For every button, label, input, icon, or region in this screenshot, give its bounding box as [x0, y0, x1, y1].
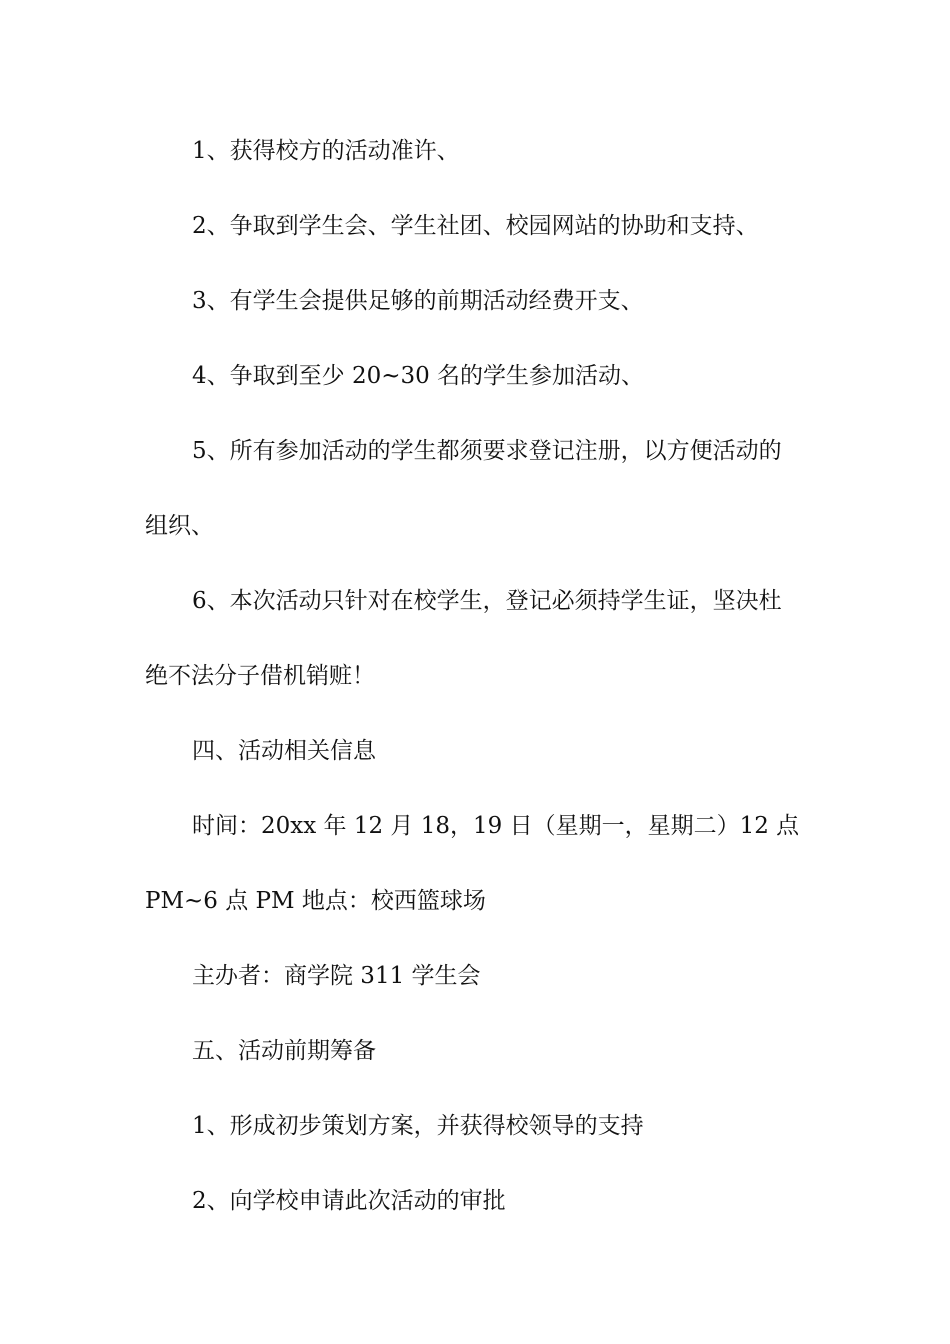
list-item-5: 5、所有参加活动的学生都须要求登记注册，以方便活动的: [192, 438, 782, 464]
list-item-6: 6、本次活动只针对在校学生，登记必须持学生证，坚决杜: [192, 588, 782, 614]
list-item-3: 3、有学生会提供足够的前期活动经费开支、: [192, 288, 644, 314]
list-item-6-continued: 绝不法分子借机销赃！: [145, 663, 375, 689]
prep-item-1: 1、形成初步策划方案，并获得校领导的支持: [192, 1113, 644, 1139]
section-heading-5: 五、活动前期筹备: [192, 1038, 376, 1064]
event-time-location: PM~6 点 PM 地点：校西篮球场: [145, 888, 486, 914]
list-item-5-continued: 组织、: [145, 513, 214, 539]
prep-item-2: 2、向学校申请此次活动的审批: [192, 1188, 506, 1214]
document-body: [145, 114, 810, 1239]
event-organizer: 主办者：商学院 311 学生会: [192, 963, 481, 989]
section-heading-4: 四、活动相关信息: [192, 738, 376, 764]
list-item-1: 1、获得校方的活动准许、: [192, 138, 460, 164]
event-time: 时间：20xx 年 12 月 18，19 日（星期一，星期二）12 点: [192, 813, 800, 839]
list-item-2: 2、争取到学生会、学生社团、校园网站的协助和支持、: [192, 213, 759, 239]
list-item-4: 4、争取到至少 20~30 名的学生参加活动、: [192, 363, 645, 389]
